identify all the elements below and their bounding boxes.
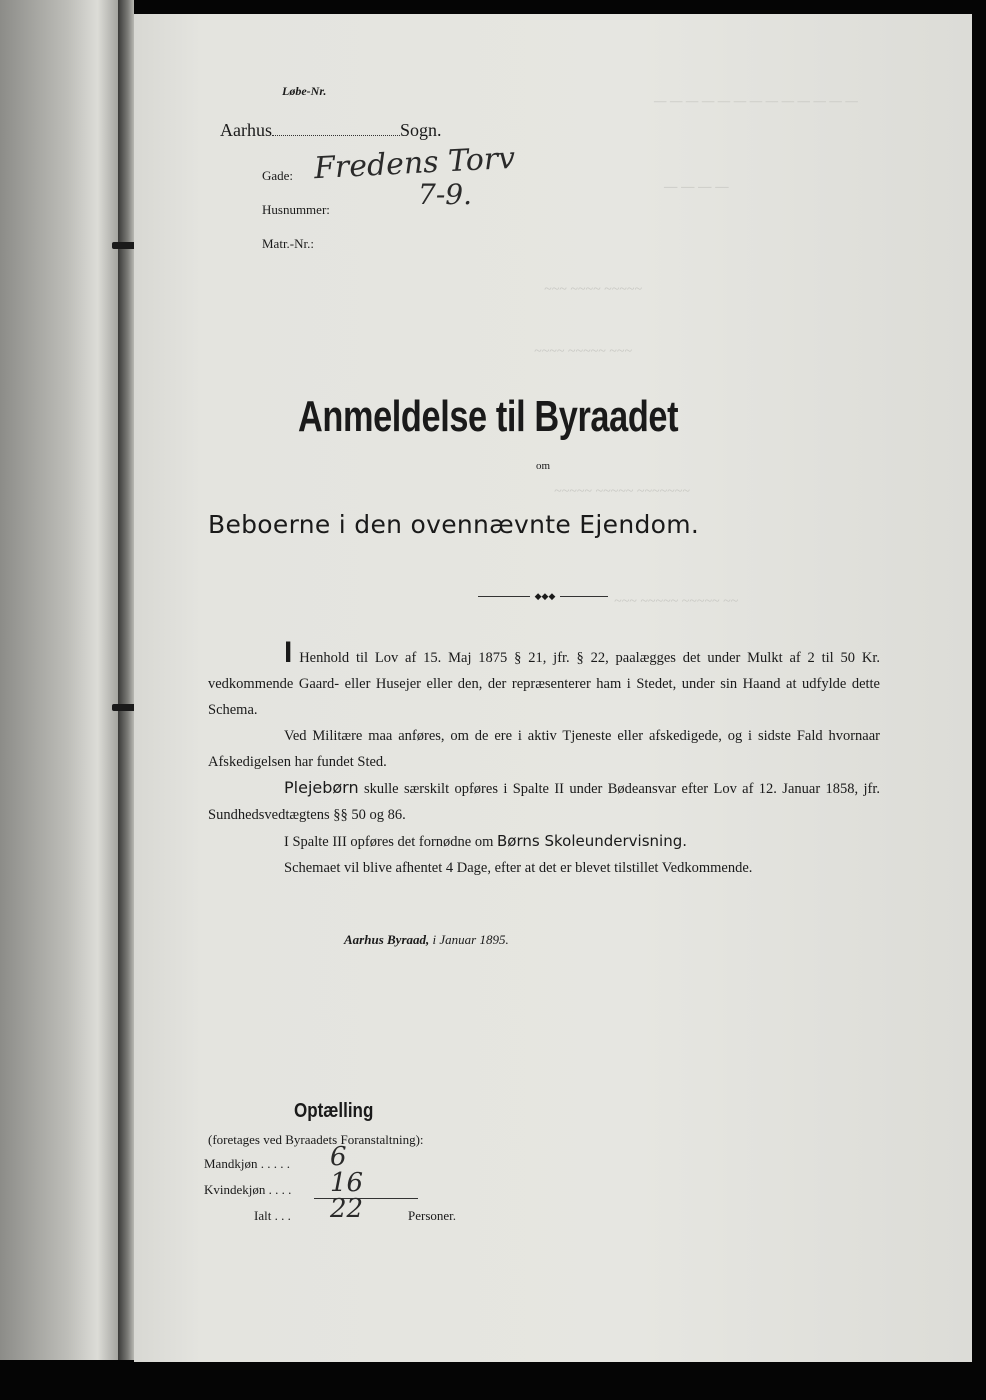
gade-value: Fredens Torv [313,140,516,187]
male-label: Mandkjøn . . . . . [204,1156,290,1171]
bleed-through-text: ~~~~~ ~~~~~ ~~~~~~~ [554,484,690,499]
ornament-rule: ◆◆◆ [478,592,608,600]
total-value: 22 [330,1194,364,1224]
male-value: 6 [330,1142,347,1172]
paragraph-2: Ved Militære maa anføres, om de ere i aktiv Tjeneste eller afskedigede, og i sidste Fald hvornaar Afskedigelsen har fundet Sted. [208,728,880,770]
paragraph-4: I Spalte III opføres det fornødne om Børns Skoleundervisning. [284,832,687,850]
matr-nr-label: Matr.-Nr.: [262,236,314,251]
om-label: om [536,460,551,472]
bleed-through-text: ~~~ ~~~~ ~~~~~ [544,282,642,297]
signature-line: Aarhus Byraad, i Januar 1895. [344,932,509,947]
gade-label: Gade: [262,168,294,183]
city-label: Aarhus Sogn. [220,120,442,140]
document-page [134,14,972,1362]
female-value: 16 [330,1168,364,1198]
bleed-through-text: ~~~ ~~~~~ ~~~~~ ~~ [614,594,739,609]
paragraph-3: Plejebørn skulle særskilt opføres i Spalte II under Bødeansvar efter Lov af 12. Januar 1858, jfr. Sundhedsvedtægtens §§ 50 og 86. [208,778,881,823]
husnummer-value: 7-9. [418,178,472,211]
count-heading: Optælling [294,1100,374,1122]
loebe-nr-label: Løbe-Nr. [282,84,327,98]
female-label: Kvindekjøn . . . . [204,1182,292,1197]
bleed-through-text: — — — — [664,179,729,195]
document-subtitle: Beboerne i den ovennævnte Ejendom. [208,510,700,539]
total-label: Ialt . . . [254,1208,291,1223]
bleed-through-text: — — — — — — — — — — — — — [654,94,858,109]
persons-label: Personer. [408,1208,457,1223]
document-title: Anmeldelse til Byraadet [298,392,679,441]
paragraph-5: Schemaet vil blive afhentet 4 Dage, efter at det er blevet tilstillet Vedkommende. [284,860,753,876]
instructions-body [208,636,881,881]
drop-initial: I [284,636,293,669]
husnummer-label: Husnummer: [262,202,330,217]
left-page-edge [0,0,122,1360]
count-subheading: (foretages ved Byraadets Foranstaltning): [208,1132,424,1147]
book-gutter [118,0,134,1360]
paragraph-1: I Henhold til Lov af 15. Maj 1875 § 21, jfr. § 22, paalægges det under Mulkt af 2 til 50 Kr. vedkommende Gaard- eller Husejer eller den, der repræsenterer ham i Stedet, under sin Haand at udfylde dette Schema. [208,636,880,718]
bleed-through-text: ~~~~ ~~~~~ ~~~ [534,344,632,359]
